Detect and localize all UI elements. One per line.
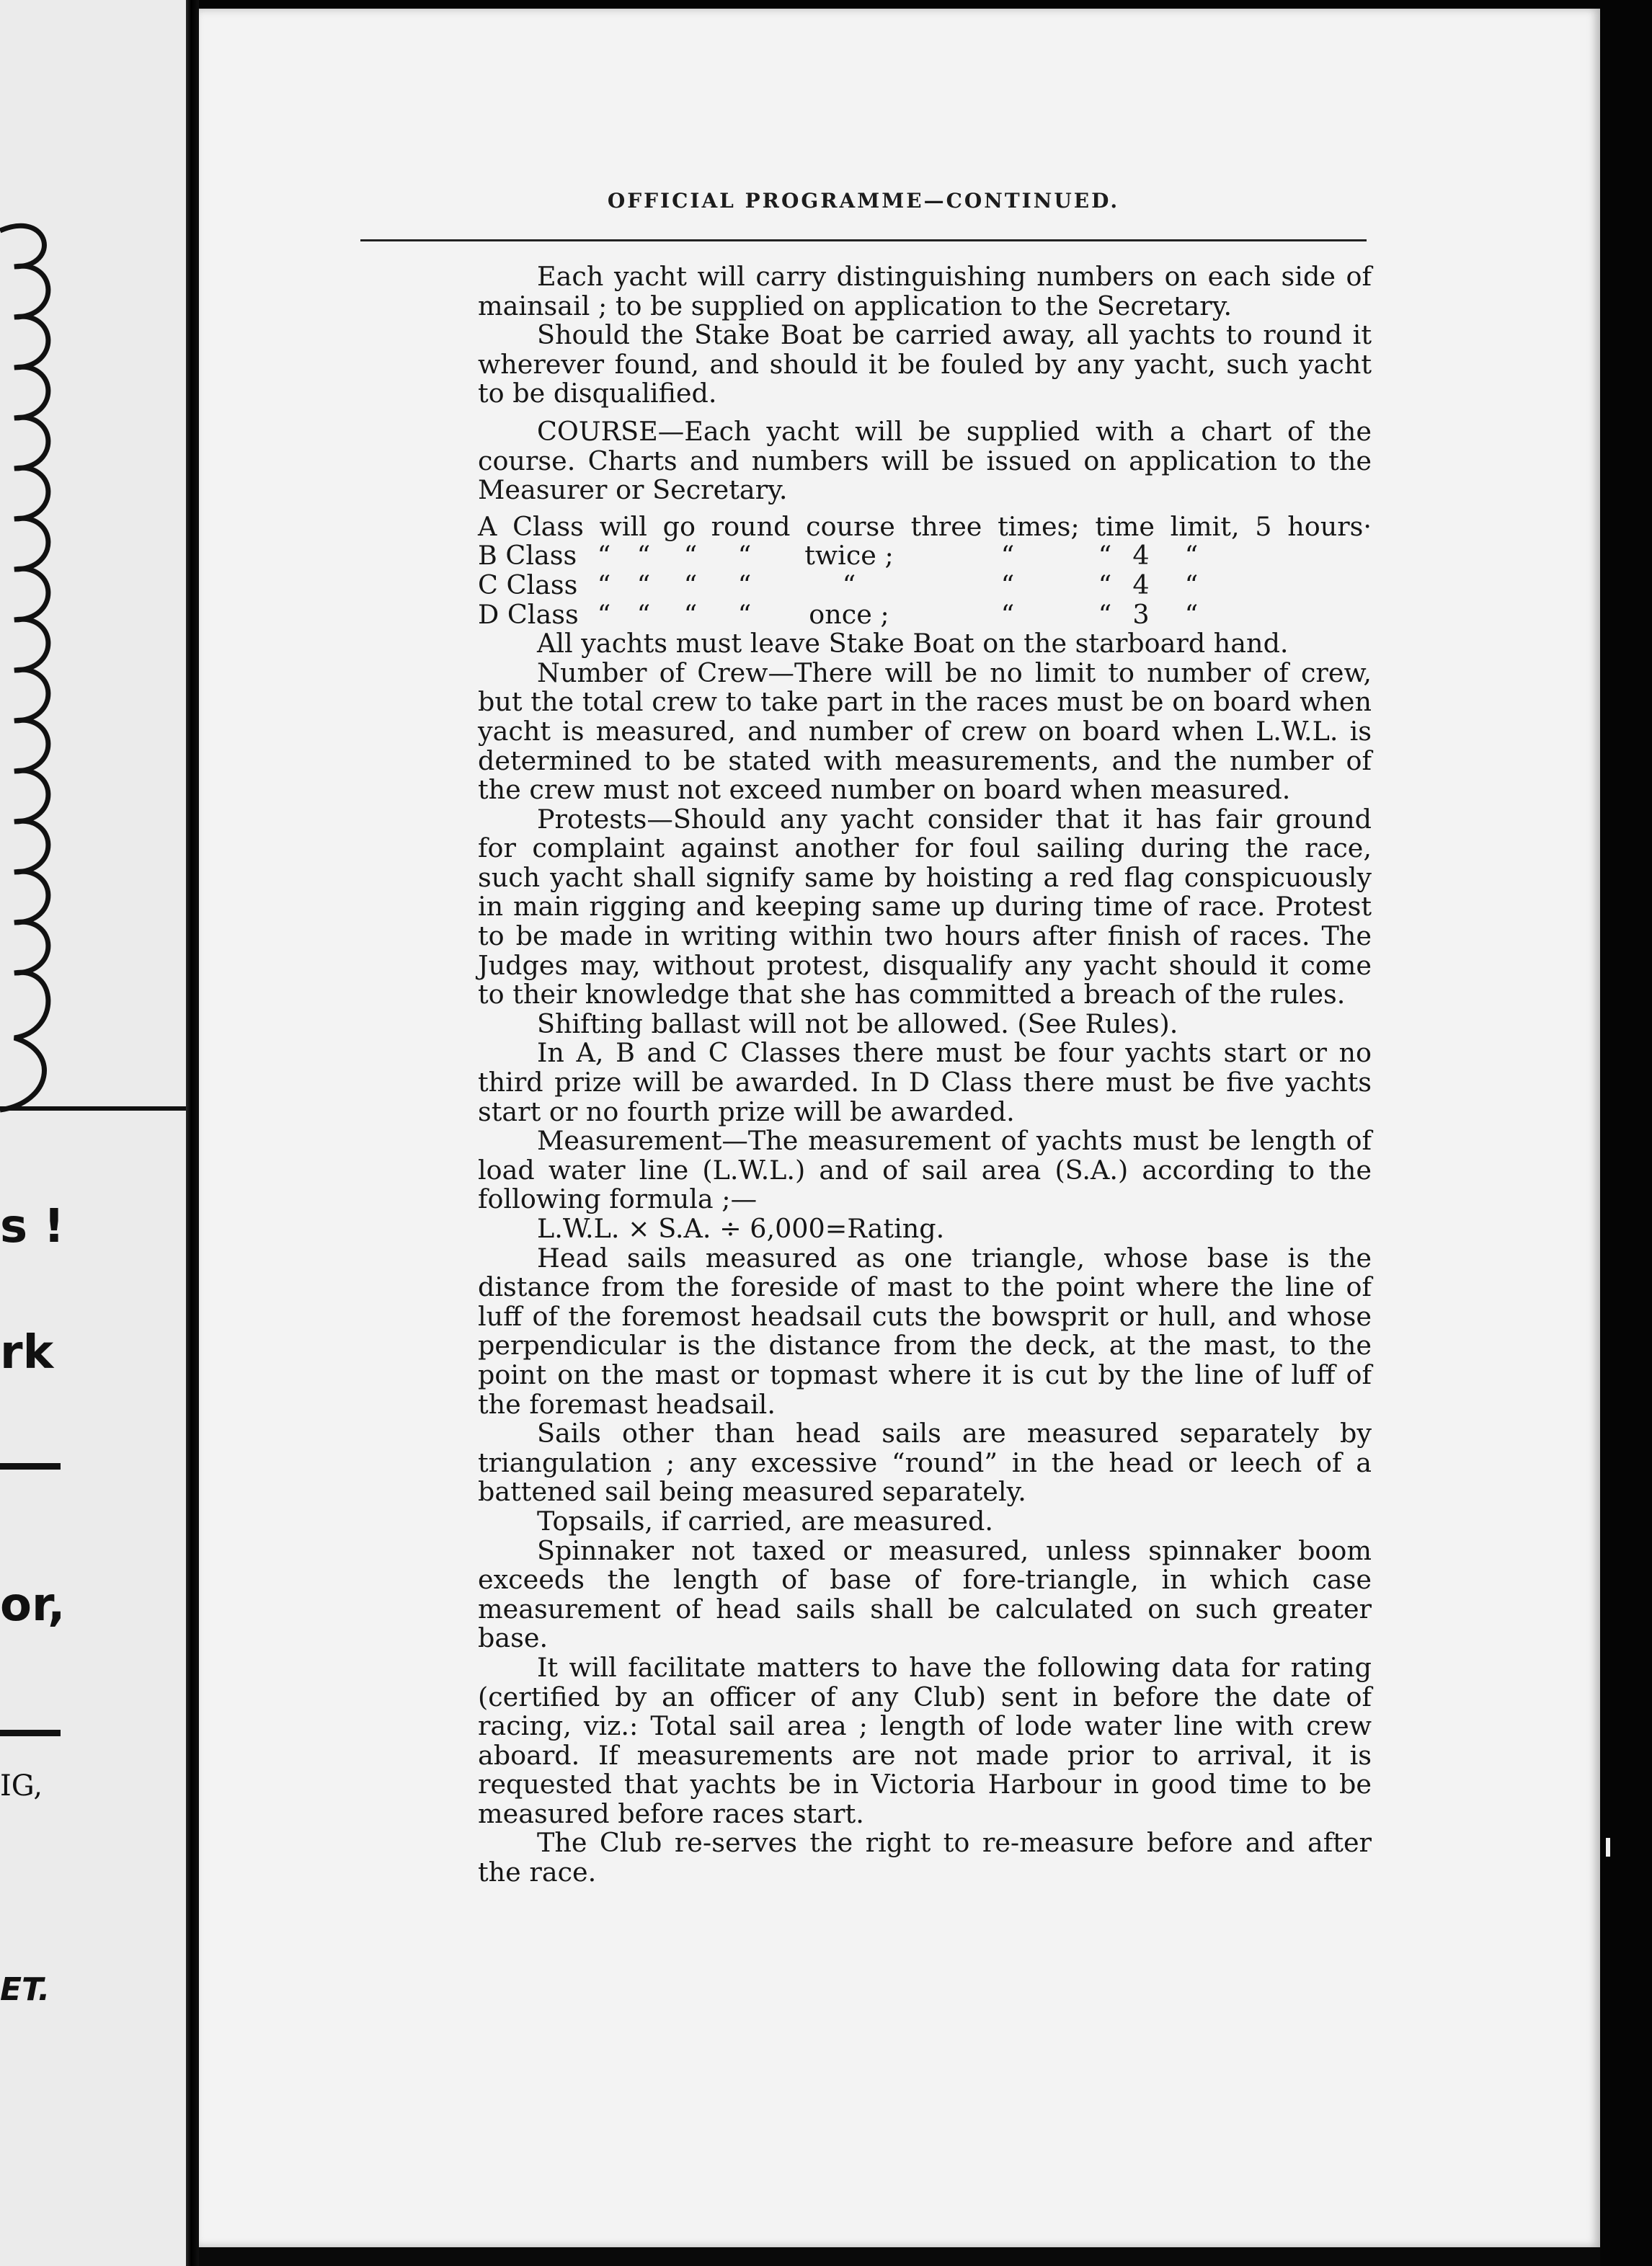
ditto-mark: “	[737, 598, 752, 630]
paragraph: Spinnaker not taxed or measured, unless spinnaker boom exceeds the length of base of fore-triangle, in which case measurement of head sails shall be calculated on such greater base.	[478, 1534, 1372, 1654]
class-row	[478, 600, 1372, 630]
paragraph: Sails other than head sails are measured separately by triangulation ; any excessive “round” in the head or leech of a battened sail being measured separately.	[478, 1418, 1372, 1508]
page-gutter	[186, 0, 199, 2266]
class-hours: 4	[1132, 540, 1150, 572]
ditto-mark: “	[1098, 569, 1112, 600]
ditto-mark: “	[1098, 598, 1112, 630]
facing-page	[0, 0, 186, 2266]
header-rule	[360, 239, 1367, 241]
paragraph: Protests—Should any yacht consider that it has fair ground for complaint against another for foul sailing during the race, such yacht shall signify same by hoisting a red flag conspicuously in main rigging and keeping same up during time of race. Protest to be made in writing within two hours after finish of races. The Judges may, without protest, disqualify any yacht should it come to their knowledge that she has committed a breach of the rules.	[478, 803, 1372, 1010]
ditto-mark: “	[1184, 569, 1199, 600]
ditto-mark: “	[683, 598, 698, 630]
ditto-mark: “	[636, 598, 651, 630]
ditto-mark: “	[1098, 540, 1112, 572]
ditto-mark: “	[636, 569, 651, 600]
ditto-mark: “	[636, 540, 651, 572]
ditto-mark: “	[597, 569, 611, 600]
ditto-mark: “	[737, 540, 752, 572]
class-name: C Class	[478, 569, 578, 600]
paragraph: Topsails, if carried, are measured.	[537, 1505, 993, 1537]
rating-formula: L.W.L. × S.A. ÷ 6,000=Rating.	[537, 1213, 945, 1244]
paragraph: The Club re-serves the right to re-measure before and after the race.	[478, 1827, 1372, 1888]
paragraph: Should the Stake Boat be carried away, all yachts to round it wherever found, and should it be fouled by any yacht, such yacht to be disqualified.	[478, 319, 1372, 409]
paragraph: Measurement—The measurement of yachts must be length of load water line (L.W.L.) and of sail area (S.A.) according to the following formula ;—	[478, 1125, 1372, 1215]
ditto-mark: “	[1000, 540, 1015, 572]
class-times: twice ;	[804, 540, 894, 572]
paragraph: COURSE—Each yacht will be supplied with a chart of the course. Charts and numbers will be issued on application to the Measurer or Secretary.	[478, 415, 1372, 506]
ditto-mark: “	[1000, 569, 1015, 600]
scan-mark	[1606, 1838, 1610, 1857]
ditto-mark: “	[597, 540, 611, 572]
paragraph: Shifting ballast will not be allowed. (See Rules).	[537, 1008, 1178, 1039]
fragment-text: ET.	[0, 1971, 50, 2008]
divider	[0, 1463, 61, 1470]
fragment-text: or,	[0, 1578, 66, 1632]
scan-border	[199, 2247, 1600, 2266]
paragraph: All yachts must leave Stake Boat on the starboard hand.	[537, 628, 1289, 659]
class-row	[478, 512, 1372, 542]
ditto-mark: “	[1184, 540, 1199, 572]
coil-binding-decoration	[0, 216, 65, 1117]
class-name: B Class	[478, 540, 577, 572]
paragraph: In A, B and C Classes there must be four yachts start or no third prize will be awarded. In D Class there must be five yachts start or no fourth prize will be awarded.	[478, 1037, 1372, 1127]
ditto-mark: “	[1184, 598, 1199, 630]
divider	[0, 1106, 186, 1111]
class-times: once ;	[809, 598, 889, 630]
ditto-mark: “	[683, 569, 698, 600]
ditto-mark: “	[1000, 598, 1015, 630]
paragraph: Each yacht will carry distinguishing numbers on each side of mainsail ; to be supplied on application to the Secretary.	[478, 261, 1372, 321]
class-row	[478, 571, 1372, 600]
class-name: D Class	[478, 598, 579, 630]
class-row	[478, 541, 1372, 571]
paragraph: It will facilitate matters to have the following data for rating (certified by an officer of any Club) sent in before the date of racing, viz.: Total sail area ; length of lode water line with crew aboard. If measurements are not made prior to arrival, it is requested that yachts be in Victoria Harbour in good time to be measured before races start.	[478, 1651, 1372, 1829]
ditto-mark: “	[597, 598, 611, 630]
class-times: “	[842, 569, 856, 600]
class-table	[478, 512, 1372, 629]
paragraph: Head sails measured as one triangle, whose base is the distance from the foreside of mast to the point where the line of luff of the foremost headsail cuts the bowsprit or hull, and whose perpendicular is the distance from the deck, at the mast, to the point on the mast or topmast where it is cut by the line of luff of the foremast headsail.	[478, 1242, 1372, 1420]
body-text	[478, 262, 1372, 1888]
fragment-text: rk	[0, 1326, 54, 1379]
ditto-mark: “	[737, 569, 752, 600]
class-hours: 4	[1132, 569, 1150, 600]
running-head: OFFICIAL PROGRAMME—CONTINUED.	[607, 189, 1120, 213]
fragment-text: IG,	[0, 1769, 43, 1803]
divider	[0, 1730, 61, 1736]
class-row-text: A Class will go round course three times; time limit, 5 hours·	[478, 510, 1372, 542]
fragment-text: s !	[0, 1200, 65, 1253]
class-hours: 3	[1132, 598, 1150, 630]
ditto-mark: “	[683, 540, 698, 572]
paragraph: Number of Crew—There will be no limit to number of crew, but the total crew to take part in the races must be on board when yacht is measured, and number of crew on board when L.W.L. is determined to be stated with measurements, and the number of the crew must not exceed number on board when measured.	[478, 657, 1372, 806]
